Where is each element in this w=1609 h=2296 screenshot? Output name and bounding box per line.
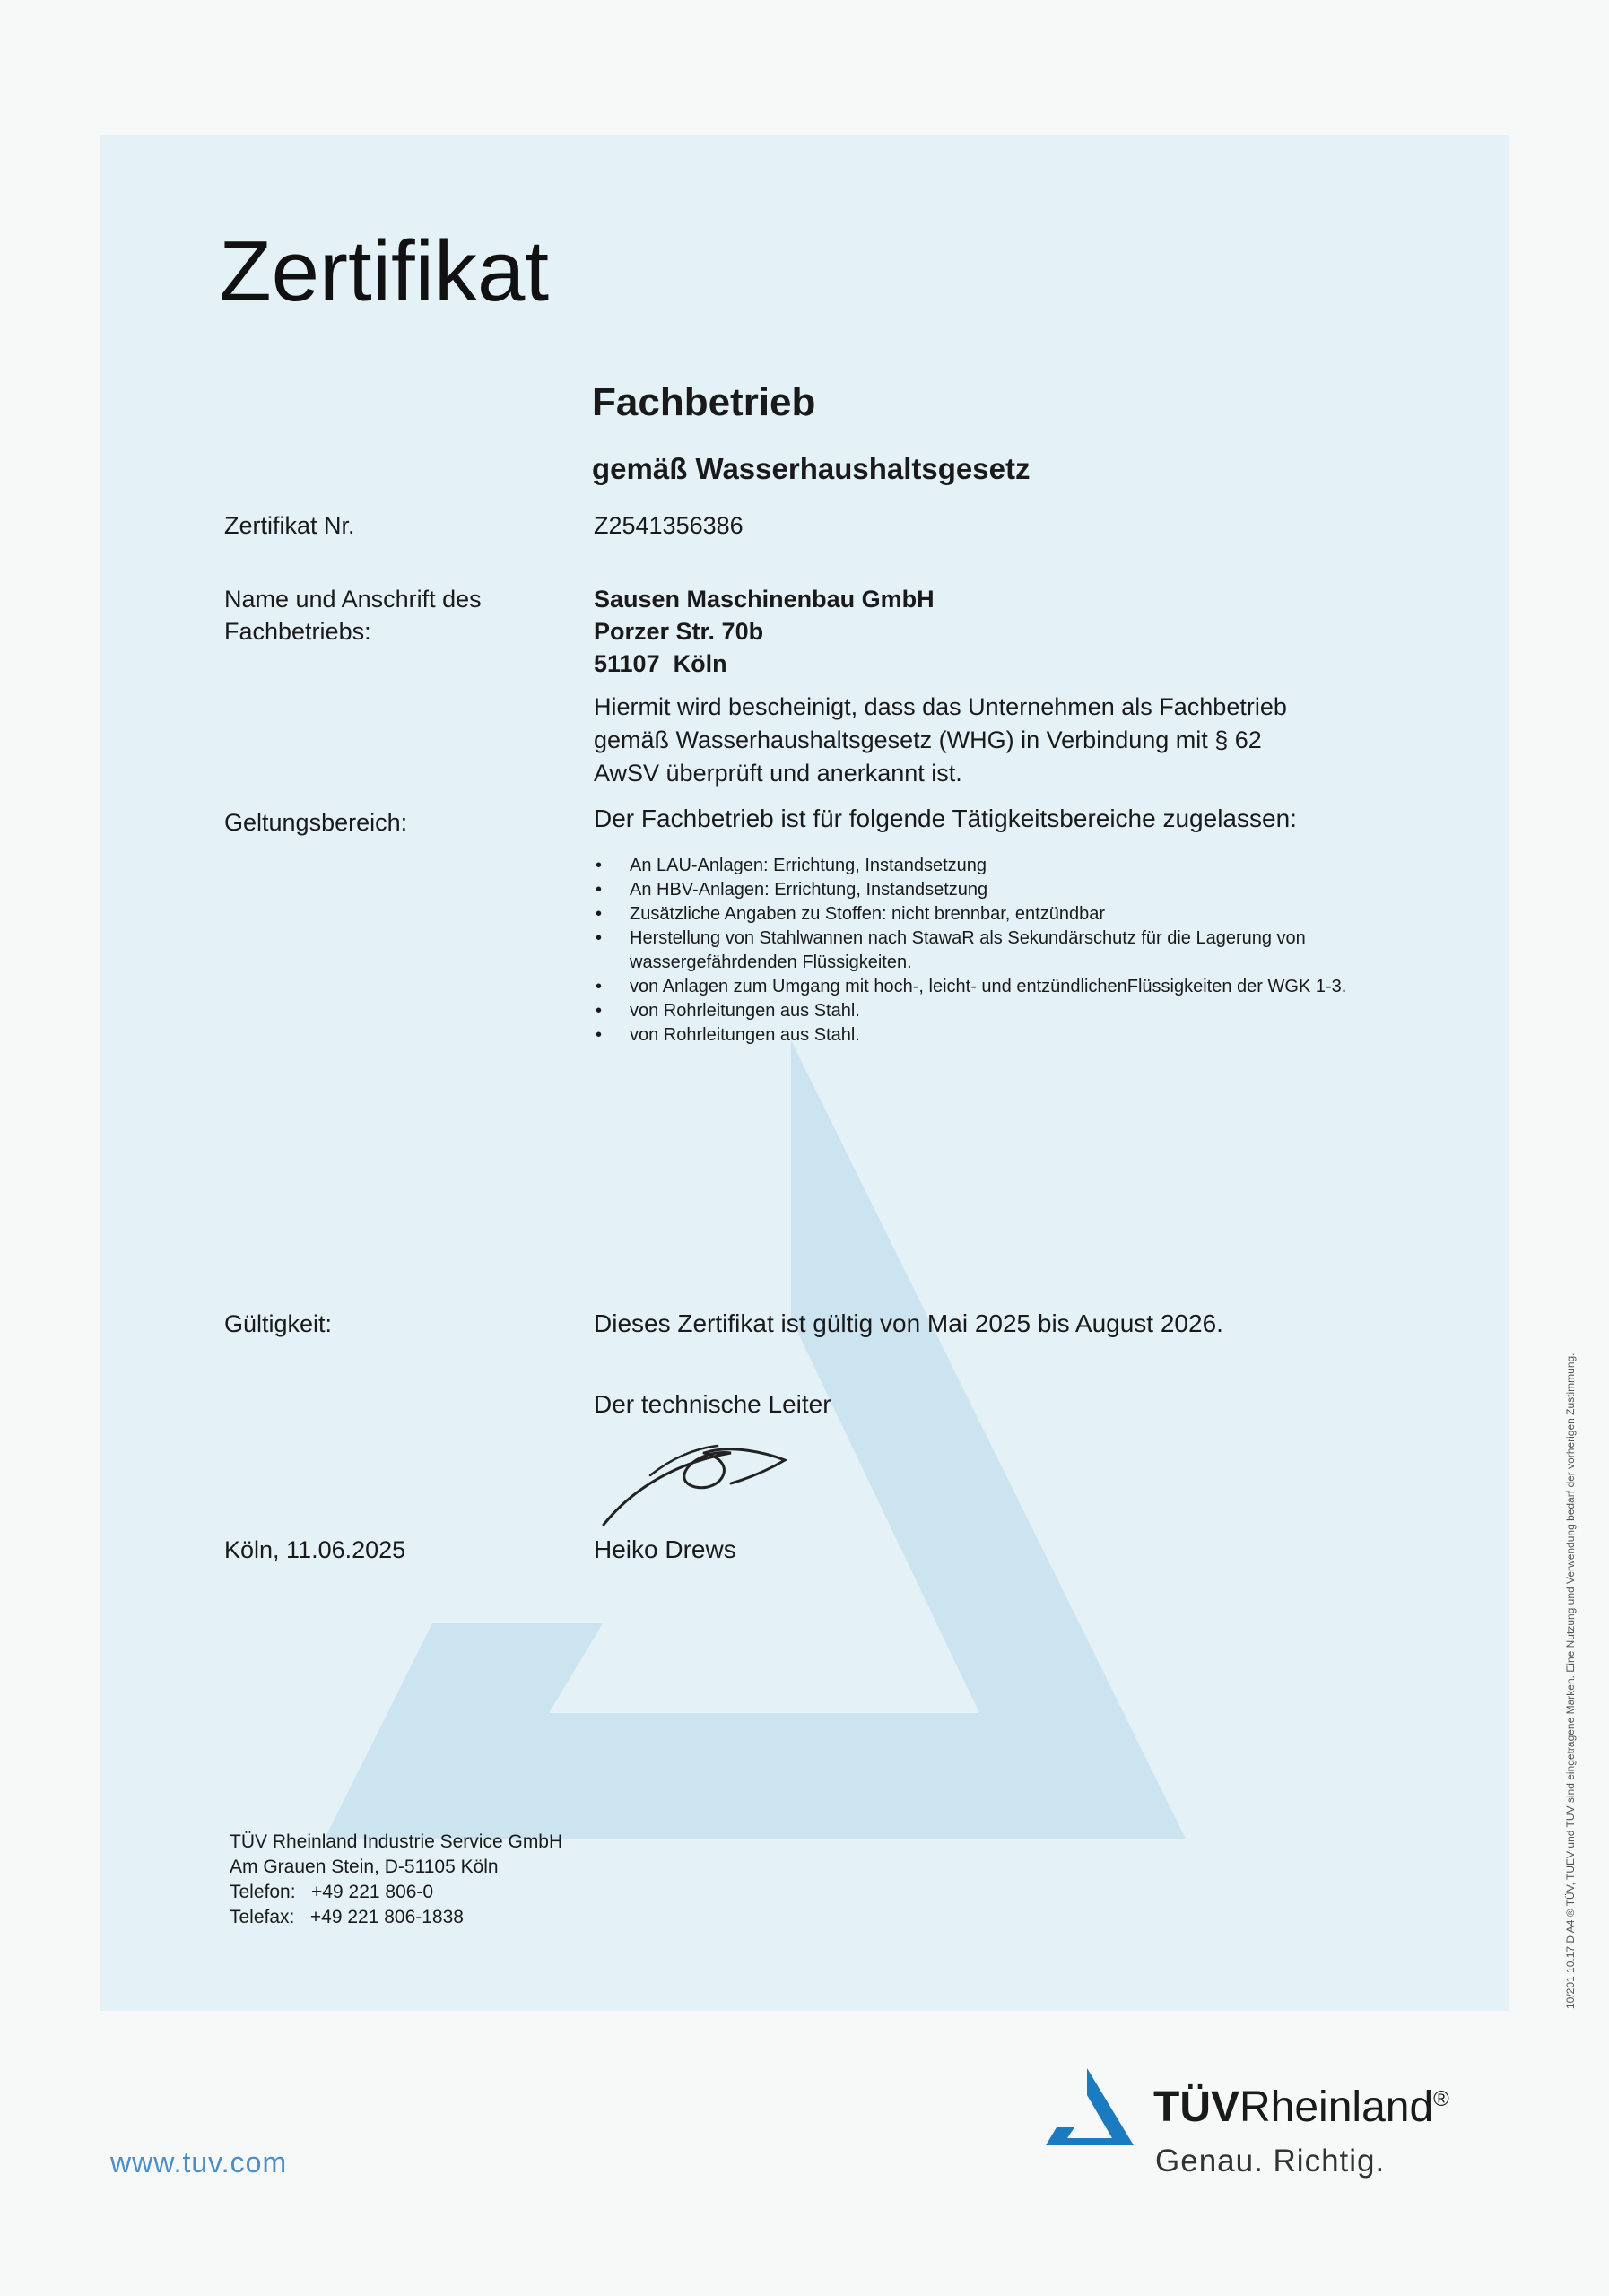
- scope-label: Geltungsbereich:: [224, 809, 408, 836]
- validity-text: Dieses Zertifikat ist gültig von Mai 2025 bis August 2026.: [594, 1309, 1223, 1337]
- certificate-heading: Fachbetrieb: [592, 380, 816, 424]
- list-item: • Herstellung von Stahlwannen nach StawaR als Sekundärschutz für die Lagerung von wassergefährdenden Flüssigkeiten.: [630, 926, 1464, 975]
- brand-tagline: Genau. Richtig.: [1155, 2144, 1386, 2179]
- certificate-number-label: Zertifikat Nr.: [224, 512, 355, 539]
- issuer-address: [230, 1830, 562, 1930]
- validity-label: Gültigkeit:: [224, 1310, 333, 1337]
- scope-list: [594, 854, 1464, 1048]
- certification-statement: [594, 691, 1383, 790]
- company-city: 51107 Köln: [594, 650, 727, 677]
- legal-side-note: 10/201 10.17 D A4 ® TÜV, TUEV und TUV sind eingetragene Marken. Eine Nutzung und Verwendung bedarf der vorherigen Zustimmung.: [1564, 1352, 1577, 2009]
- statement-line: gemäß Wasserhaushaltsgesetz (WHG) in Verbindung mit § 62: [594, 726, 1262, 753]
- tuv-logo-icon: [1040, 2063, 1139, 2152]
- statement-line: Hiermit wird bescheinigt, dass das Unternehmen als Fachbetrieb: [594, 693, 1287, 720]
- page-title: Zertifikat: [219, 223, 550, 319]
- signatory-name: Heiko Drews: [594, 1535, 736, 1563]
- issuer-street: Am Grauen Stein, D-51105 Köln: [230, 1857, 499, 1877]
- place-date: Köln, 11.06.2025: [224, 1536, 406, 1563]
- statement-line: AwSV überprüft und anerkannt ist.: [594, 760, 962, 787]
- website-link[interactable]: www.tuv.com: [110, 2146, 288, 2179]
- tuv-brand-name: [1153, 2083, 1449, 2132]
- certificate-number: Z2541356386: [594, 512, 744, 539]
- list-item: • An LAU-Anlagen: Errichtung, Instandsetzung: [630, 854, 1464, 878]
- signatory-role: Der technische Leiter: [594, 1390, 831, 1418]
- handwritten-signature: [596, 1426, 803, 1534]
- certificate-subheading: gemäß Wasserhaushaltsgesetz: [592, 452, 1031, 485]
- list-item: • An HBV-Anlagen: Errichtung, Instandsetzung: [630, 878, 1464, 902]
- brand-rest: Rheinland: [1239, 2083, 1434, 2131]
- issuer-name: TÜV Rheinland Industrie Service GmbH: [230, 1831, 563, 1852]
- list-item: • von Anlagen zum Umgang mit hoch-, leicht- und entzündlichenFlüssigkeiten der WGK 1-3.: [630, 975, 1464, 999]
- issuer-phone: Telefon: +49 221 806-0: [230, 1882, 434, 1902]
- address-label-line-2: Fachbetriebs:: [224, 618, 371, 645]
- address-label-line-1: Name und Anschrift des: [224, 586, 482, 613]
- issuer-fax: Telefax: +49 221 806-1838: [230, 1907, 464, 1927]
- list-item: • von Rohrleitungen aus Stahl.: [630, 999, 1464, 1023]
- registered-mark: ®: [1433, 2087, 1449, 2111]
- list-item: • von Rohrleitungen aus Stahl.: [630, 1023, 1464, 1048]
- list-item: • Zusätzliche Angaben zu Stoffen: nicht brennbar, entzündbar: [630, 902, 1464, 926]
- scope-intro: Der Fachbetrieb ist für folgende Tätigkeitsbereiche zugelassen:: [594, 804, 1297, 832]
- company-street: Porzer Str. 70b: [594, 618, 764, 645]
- company-name: Sausen Maschinenbau GmbH: [594, 586, 935, 613]
- brand-bold: TÜV: [1153, 2083, 1239, 2131]
